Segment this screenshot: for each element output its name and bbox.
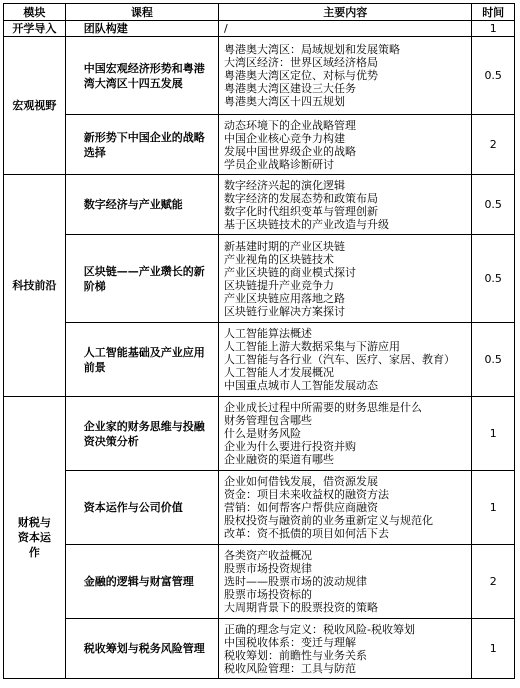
- content-line: 中国重点城市人工智能发展动态: [224, 379, 379, 392]
- content-line: 资金：项目未来收益权的融资方法: [224, 488, 390, 501]
- time-cell: 2: [472, 115, 515, 175]
- content-line: 粤港奥大湾区十四五规划: [224, 95, 346, 108]
- content-line: 产业区块链的商业模式探讨: [224, 265, 357, 279]
- content-cell: [219, 545, 472, 619]
- table-row: [4, 619, 515, 679]
- course-cell: 企业家的财务思维与投融资决策分析: [65, 397, 218, 471]
- time-cell: 1: [472, 21, 515, 37]
- header-time: 时间: [472, 4, 515, 21]
- content-line: 大周期背景下的股票投资的策略: [224, 601, 379, 614]
- time-cell: 1: [472, 397, 515, 471]
- content-cell: [219, 471, 472, 545]
- content-line: 企业融资的渠道有哪些: [224, 453, 335, 466]
- content-line: 人工智能人才发展概况: [224, 366, 335, 379]
- content-line: 营销：如何帮客户帮供应商融资: [224, 501, 379, 514]
- content-line: 粤港奥大湾区建设三大任务: [224, 82, 357, 95]
- content-line: 人工智能上游大数据采集与下游应用: [224, 340, 401, 353]
- header-module: 模块: [4, 4, 66, 21]
- content-line: 动态环境下的企业战略管理: [224, 118, 357, 132]
- content-line: 股票市场投资标的: [224, 588, 313, 601]
- content-line: 中国税收体系：变迁与理解: [224, 635, 357, 649]
- header-course: 课程: [65, 4, 218, 21]
- module-cell: [4, 397, 66, 679]
- time-cell: 2: [472, 545, 515, 619]
- content-line: 人工智能算法概述: [224, 327, 313, 340]
- content-line: 人工智能与各行业（汽车、医疗、家居、教育）: [224, 353, 456, 366]
- content-cell: [219, 235, 472, 323]
- content-cell: [219, 397, 472, 471]
- table-row: [4, 397, 515, 471]
- content-cell: [219, 175, 472, 235]
- table-row: [4, 37, 515, 115]
- content-line: 粤港奥大湾区：局域规划和发展策略: [224, 43, 401, 56]
- module-label: 宏观视野: [12, 99, 57, 112]
- content-cell: [219, 619, 472, 679]
- module-cell: [4, 37, 66, 175]
- content-line: 产业视角的区块链技术: [224, 252, 335, 266]
- course-cell: 数字经济与产业赋能: [65, 175, 218, 235]
- time-cell: 0.5: [472, 37, 515, 115]
- time-cell: 1: [472, 619, 515, 679]
- course-cell: 团队构建: [65, 21, 218, 37]
- course-cell: 区块链——产业瓒长的新阶梯: [65, 235, 218, 323]
- content-line: 企业成长过程中所需要的财务思维是什么: [224, 401, 423, 414]
- time-cell: 0.5: [472, 235, 515, 323]
- content-line: 数字经济的发展态势和政策布局: [224, 191, 379, 205]
- time-cell: 1: [472, 471, 515, 545]
- content-line: 大湾区经济：世界区域经济格局: [224, 56, 379, 69]
- table-header-row: [4, 4, 515, 21]
- content-line: 学员企业战略诊断研讨: [224, 157, 335, 171]
- content-line: 什么是财务风险: [224, 427, 302, 440]
- course-cell: 金融的逻辑与财富管理: [65, 545, 218, 619]
- course-cell: 中国宏观经济形势和粤港湾大湾区十四五发展: [65, 37, 218, 115]
- content-line: 数字经济兴起的演化逻辑: [224, 178, 346, 192]
- table-row: [4, 545, 515, 619]
- table-row: [4, 21, 515, 37]
- course-cell: 人工智能基础及产业应用前景: [65, 323, 218, 397]
- table-row: [4, 115, 515, 175]
- content-line: 选时——股票市场的波动规律: [224, 575, 368, 588]
- table-row: [4, 471, 515, 545]
- module-label: 财税与资本运作: [17, 516, 51, 559]
- content-line: 改革：资不抵债的项目如何活下去: [224, 527, 390, 540]
- content-line: 税收筹划：前瞻性与业务关系: [224, 648, 368, 662]
- content-line: 企业如何借钱发展，借资源发展: [224, 475, 379, 488]
- module-cell: [4, 21, 66, 37]
- content-line: 粤港奥大湾区定位、对标与优势: [224, 69, 379, 82]
- content-line: 正确的理念与定义：税收风险-税收筹划: [224, 622, 415, 636]
- content-line: 发展中国世界级企业的战略: [224, 144, 357, 158]
- content-line: 数字化时代组织变革与管理创新: [224, 204, 379, 218]
- content-line: 产业区块链应用落地之路: [224, 291, 346, 305]
- content-line: 股票市场投资规律: [224, 562, 313, 575]
- content-line: 各类资产收益概况: [224, 549, 313, 562]
- content-line: 股权投资与融资前的业务重新定义与规范化: [224, 514, 434, 527]
- content-line: 基于区块链技术的产业改造与升级: [224, 217, 390, 231]
- course-cell: 新形势下中国企业的战略选择: [65, 115, 218, 175]
- module-cell: [4, 175, 66, 397]
- content-line: 中国企业核心竞争力构建: [224, 131, 346, 145]
- content-cell: [219, 115, 472, 175]
- module-label: 开学导入: [12, 22, 57, 35]
- course-table: [3, 3, 515, 679]
- time-cell: 0.5: [472, 175, 515, 235]
- content-line: 税收风险管理：工具与防范: [224, 661, 357, 675]
- header-content: 主要内容: [219, 4, 472, 21]
- content-line: /: [224, 22, 228, 35]
- module-label: 科技前沿: [12, 279, 57, 292]
- table-row: [4, 235, 515, 323]
- content-line: 企业为什么要进行投资并购: [224, 440, 357, 453]
- content-line: 区块链行业解决方案探讨: [224, 304, 346, 318]
- table-row: [4, 323, 515, 397]
- time-cell: 0.5: [472, 323, 515, 397]
- content-line: 财务管理包含哪些: [224, 414, 313, 427]
- content-cell: [219, 323, 472, 397]
- table-row: [4, 175, 515, 235]
- content-cell: [219, 37, 472, 115]
- content-line: 区块链提升产业竞争力: [224, 278, 335, 292]
- course-cell: 税收筹划与税务风险管理: [65, 619, 218, 679]
- content-line: 新基建时期的产业区块链: [224, 239, 346, 253]
- course-cell: 资本运作与公司价值: [65, 471, 218, 545]
- content-cell: [219, 21, 472, 37]
